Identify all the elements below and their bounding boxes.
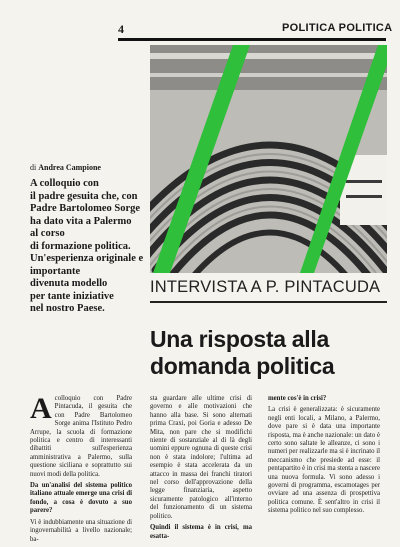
interview-title: INTERVISTA A P. PINTACUDA	[150, 278, 381, 296]
title-rule	[150, 301, 387, 303]
section-header: POLITICA POLITICA	[282, 22, 393, 34]
interview-question: mente cos'è in crisi?	[268, 395, 327, 402]
headline: Una risposta alla domanda politica	[150, 326, 335, 379]
interview-question: Quindi il sistema è in crisi, ma esatta-	[150, 524, 252, 540]
body-paragraph: La crisi è generalizzata: è sicuramente negli enti locali, a Milano, a Palermo, dove pare si è data una importante risposta, ma è anche nazionale: un dato è certo sono saltate le alleanze, ci sono i numeri per realizzarle ma si è incrinato il meccanismo che presiede ad esse: il pentapartito è in crisi ma stenta a nascere una nuova formula. Vi sono adesso i governi di programma, escamotages per ovviare ad una assenza di prospettiva politica comune. È sent'altro in crisi il sistema politico nel suo complesso.	[268, 406, 380, 515]
standfirst: A colloquio con il padre gesuita che, con Padre Bartolomeo Sorge ha dato vita a Palermo al corso di formazione politica. Un'esperienza originale e importante divenuta modello per tante iniziative nel nostro Paese.	[30, 178, 144, 314]
body-paragraph: sta guardare alle ultime crisi di governo e alle motivazioni che hanno alla base. Si sono alternati prima Craxi, poi Goria e adesso De Mita, non pare che si modifichi niente di sostanziale al di là degli uomini eppure ognuna di queste crisi non è stata indolore; l'ultima ad esempio è stata accelerata da un attacco in massa dei franchi tiratori nel corso dell'approvazione della legge finanziaria, aspetto sicuramente patologico all'interno del funzionamento di un sistema politico.	[150, 395, 252, 520]
author-name: Andrea Campione	[38, 163, 101, 172]
article-column-1	[30, 392, 132, 547]
body-paragraph: colloquio con Padre Pintacuda, il gesuita che con Padre Bartolomeo Sorge anima l'Istituto Pedro Arrupe, la scuola di formazione politica e centro di interessanti dibattiti sull'esperienza amministrativa a Palermo, sulla questione siciliana e soprattutto sui nuovi modi della politica.	[30, 395, 132, 478]
body-paragraph: Vi è indubbiamente una situazione di ingovernabilità a livello nazionale; ba-	[30, 518, 132, 543]
parliament-chamber-photo	[150, 45, 387, 273]
byline	[30, 163, 101, 172]
byline-prefix: di	[30, 163, 37, 172]
drop-cap: A	[30, 392, 52, 425]
header-rule	[118, 38, 386, 41]
article-column-3	[268, 395, 380, 519]
page-number: 4	[118, 22, 124, 36]
article-column-2	[150, 395, 252, 544]
interview-question: Da un'analisi del sistema politico italiano attuale emerge una crisi di fondo, a cosa è dovuto a suo parere?	[30, 482, 132, 515]
